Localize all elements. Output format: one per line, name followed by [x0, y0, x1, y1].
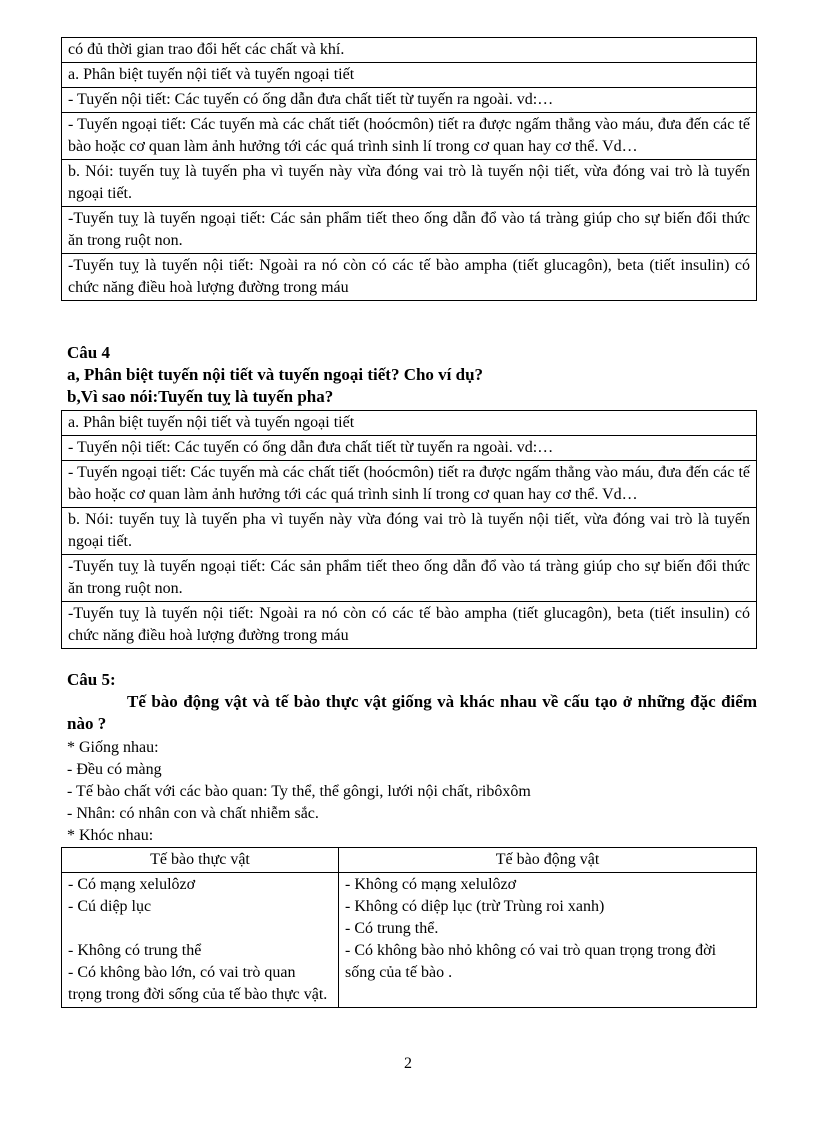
diff-heading: * Khóc nhau:: [67, 827, 154, 844]
question-4-part-a: a, Phân biệt tuyến nội tiết và tuyến ngoại tiết? Cho ví dụ?: [67, 365, 484, 384]
answer-box-question-4: [61, 410, 757, 649]
list-item: - Tế bào chất với các bào quan: Ty thể, thể gôngi, lưới nội chất, ribôxôm: [67, 783, 531, 800]
animal-item: - Có trung thể.: [345, 920, 439, 937]
header-animal-cell: Tế bào động vật: [339, 848, 757, 873]
comparison-table: [61, 847, 757, 1008]
box-row: có đủ thời gian trao đổi hết các chất và khí.: [61, 38, 757, 63]
box-row: -Tuyến tuỵ là tuyến nội tiết: Ngoài ra nó còn có các tế bào ampha (tiết glucagôn), beta (tiết insulin) có chức năng điều hoà lượng đường trong máu: [61, 254, 757, 301]
box-row: -Tuyến tuỵ là tuyến ngoại tiết: Các sản phẩm tiết theo ống dẫn đổ vào tá tràng giúp cho sự biến đổi thức ăn trong ruột non.: [61, 555, 757, 602]
box-row: - Tuyến ngoại tiết: Các tuyến mà các chất tiết (hoócmôn) tiết ra được ngấm thẳng vào máu, đưa đến các tế bào hoặc cơ quan làm ảnh hưởng tới các quá trình sinh lí trong cơ quan hay cơ thể. Vd…: [61, 113, 757, 160]
similar-heading: * Giống nhau:: [67, 739, 159, 756]
box-row: b. Nói: tuyến tuỵ là tuyến pha vì tuyến này vừa đóng vai trò là tuyến nội tiết, vừa đóng vai trò là tuyến ngoại tiết.: [61, 160, 757, 207]
similarities-list: [67, 737, 531, 847]
plant-item: - Có mạng xelulôzơ: [68, 876, 196, 893]
question-5-text: Tế bào động vật và tế bào thực vật giống và khác nhau về cấu tạo ở những đặc điểm nào ?: [67, 692, 757, 733]
box-row: a. Phân biệt tuyến nội tiết và tuyến ngoại tiết: [61, 63, 757, 88]
list-item: - Đều có màng: [67, 761, 162, 778]
plant-item: - Có không bào lớn, có vai trò quan trọng trong đời sống của tế bào thực vật.: [68, 964, 328, 1003]
box-row: -Tuyến tuỵ là tuyến nội tiết: Ngoài ra nó còn có các tế bào ampha (tiết glucagôn), beta (tiết insulin) có chức năng điều hoà lượng đường trong máu: [61, 602, 757, 649]
box-row: - Tuyến nội tiết: Các tuyến có ống dẫn đưa chất tiết từ tuyến ra ngoài. vd:…: [61, 88, 757, 113]
question-4-part-b: b,Vì sao nói:Tuyến tuỵ là tuyến pha?: [67, 387, 334, 406]
plant-item: - Cú diệp lục: [68, 898, 152, 915]
animal-item: - Không có diệp lục (trừ Trùng roi xanh): [345, 898, 605, 915]
box-row: - Tuyến ngoại tiết: Các tuyến mà các chất tiết (hoócmôn) tiết ra được ngấm thẳng vào máu, đưa đến các tế bào hoặc cơ quan làm ảnh hưởng tới các quá trình sinh lí trong cơ quan hay cơ thể. Vd…: [61, 461, 757, 508]
question-5: [67, 669, 757, 735]
box-row: -Tuyến tuỵ là tuyến ngoại tiết: Các sản phẩm tiết theo ống dẫn đổ vào tá tràng giúp cho sự biến đổi thức ăn trong ruột non.: [61, 207, 757, 254]
box-row: - Tuyến nội tiết: Các tuyến có ống dẫn đưa chất tiết từ tuyến ra ngoài. vd:…: [61, 436, 757, 461]
box-row: a. Phân biệt tuyến nội tiết và tuyến ngoại tiết: [61, 411, 757, 436]
question-4-title: Câu 4: [67, 343, 110, 362]
list-item: - Nhân: có nhân con và chất nhiễm sắc.: [67, 805, 319, 822]
box-row: b. Nói: tuyến tuỵ là tuyến pha vì tuyến này vừa đóng vai trò là tuyến nội tiết, vừa đóng vai trò là tuyến ngoại tiết.: [61, 508, 757, 555]
plant-item: - Không có trung thể: [68, 942, 202, 959]
plant-item-spacer: [68, 918, 332, 940]
answer-box-continued: [61, 37, 757, 301]
question-4: [67, 342, 757, 408]
animal-cell: [339, 873, 757, 1008]
question-5-title: Câu 5:: [67, 670, 116, 689]
table-row: [62, 873, 757, 1008]
animal-item: - Có không bào nhỏ không có vai trò quan trọng trong đời sống của tế bào .: [345, 942, 717, 981]
plant-cell: [62, 873, 339, 1008]
header-plant-cell: Tế bào thực vật: [62, 848, 339, 873]
table-header-row: [62, 848, 757, 873]
page-number: 2: [404, 1055, 412, 1072]
animal-item: - Không có mạng xelulôzơ: [345, 876, 517, 893]
